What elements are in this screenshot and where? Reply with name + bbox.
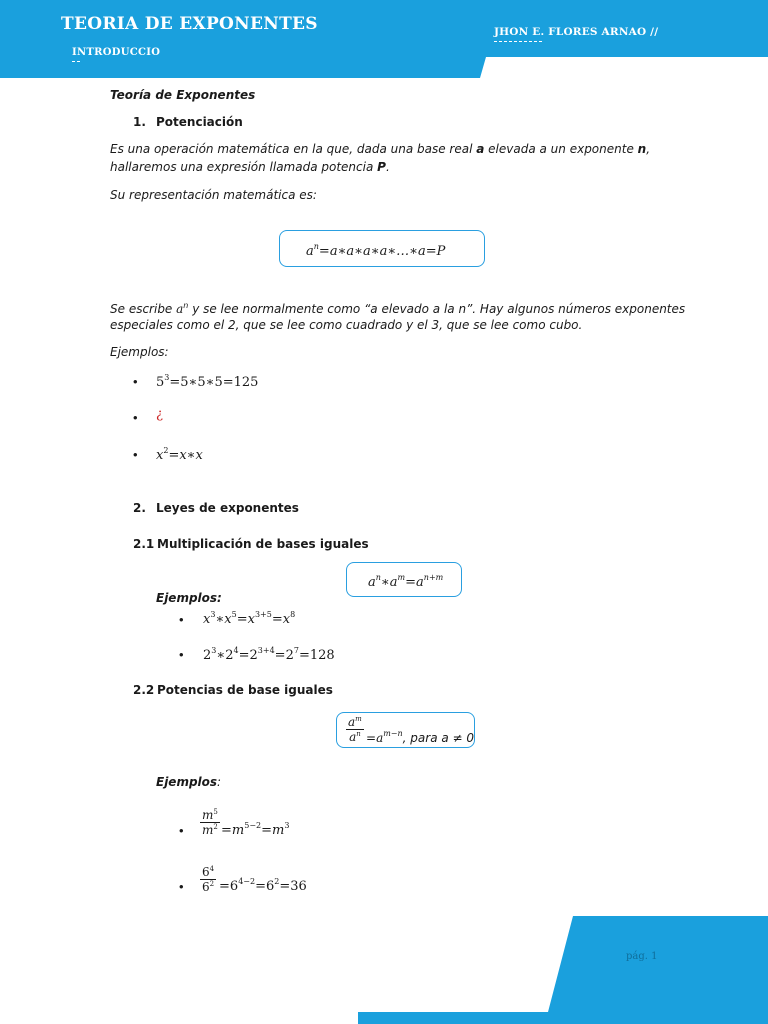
- reading-paragraph-line2: especiales como el 2, que se lee como cuadrado y el 3, que se lee como cubo.: [110, 318, 583, 332]
- section21-title: Multiplicación de bases iguales: [157, 537, 369, 551]
- representation-text: Su representación matemática es:: [110, 188, 317, 202]
- reading-paragraph-line1: Se escribe $a^n$ y se lee normalmente como “a elevado a la n”. Hay algunos números exponentes: [110, 301, 686, 316]
- section22-number: 2.2: [133, 683, 155, 697]
- example-power-5: $5^3=5∗5∗5=125$: [156, 373, 259, 390]
- section21-number: 2.1: [133, 537, 155, 551]
- intro-paragraph-line2: hallaremos una expresión llamada potencia P.: [110, 160, 390, 174]
- examples22-label: Ejemplos:: [156, 775, 222, 789]
- header-author-cut: [494, 41, 542, 43]
- example-unrendered-glyph: ¿: [156, 407, 163, 422]
- example22-six-fraction: $\frac{6^4}{6^2}$: [202, 865, 215, 894]
- footer-band: [358, 916, 768, 1024]
- intro-paragraph-line1: Es una operación matemática en la que, dada una base real a elevada a un exponente n,: [110, 142, 651, 156]
- header-band: [0, 0, 768, 78]
- section1-title: Potenciación: [156, 115, 243, 129]
- example21-two: $2^3∗2^4=2^{3+4}=2^7=128$: [203, 646, 335, 663]
- example-power-x: $x^2=x∗x$: [156, 446, 203, 463]
- bullet-marker: •: [179, 823, 184, 838]
- example22-m-fraction: $\frac{m^5}{m^2}$: [202, 808, 218, 837]
- section2-title: Leyes de exponentes: [156, 501, 299, 515]
- section22-title: Potencias de base iguales: [157, 683, 333, 697]
- main-formula: $a^n=a∗a∗a∗a∗\dots∗a=P$: [306, 242, 446, 259]
- rule22-rhs: $=a^{m-n}$, para a ≠ 0: [366, 729, 475, 745]
- bullet-marker: •: [179, 879, 184, 894]
- document-title: TEORIA DE EXPONENTES: [61, 14, 318, 34]
- header-subtitle-cut: [72, 61, 80, 63]
- page-number: pág. 1: [626, 951, 658, 962]
- bullet-marker: •: [179, 612, 184, 627]
- bullet-marker: •: [179, 647, 184, 662]
- rule21-formula: $a^n∗a^m=a^{n+m}$: [368, 573, 444, 590]
- section2-number: 2.: [133, 501, 146, 515]
- examples21-label: Ejemplos:: [156, 591, 222, 605]
- bullet-marker: •: [133, 374, 138, 389]
- doc-heading: Teoría de Exponentes: [110, 88, 256, 102]
- example22-six-rhs: $=6^{4-2}=6^2=36$: [219, 877, 307, 894]
- examples-label: Ejemplos:: [110, 345, 169, 359]
- bullet-marker: •: [133, 447, 138, 462]
- rule22-fraction: $\frac{a^m}{a^n}$: [348, 715, 362, 744]
- header-author: JHON E. FLORES ARNAO //: [494, 26, 659, 38]
- example21-x: $x^3∗x^5=x^{3+5}=x^8$: [203, 610, 296, 627]
- example22-m-rhs: $=m^{5-2}=m^3$: [221, 821, 290, 838]
- header-subtitle: INTRODUCCIO: [72, 47, 161, 58]
- section1-number: 1.: [133, 115, 146, 129]
- bullet-marker: •: [133, 410, 138, 425]
